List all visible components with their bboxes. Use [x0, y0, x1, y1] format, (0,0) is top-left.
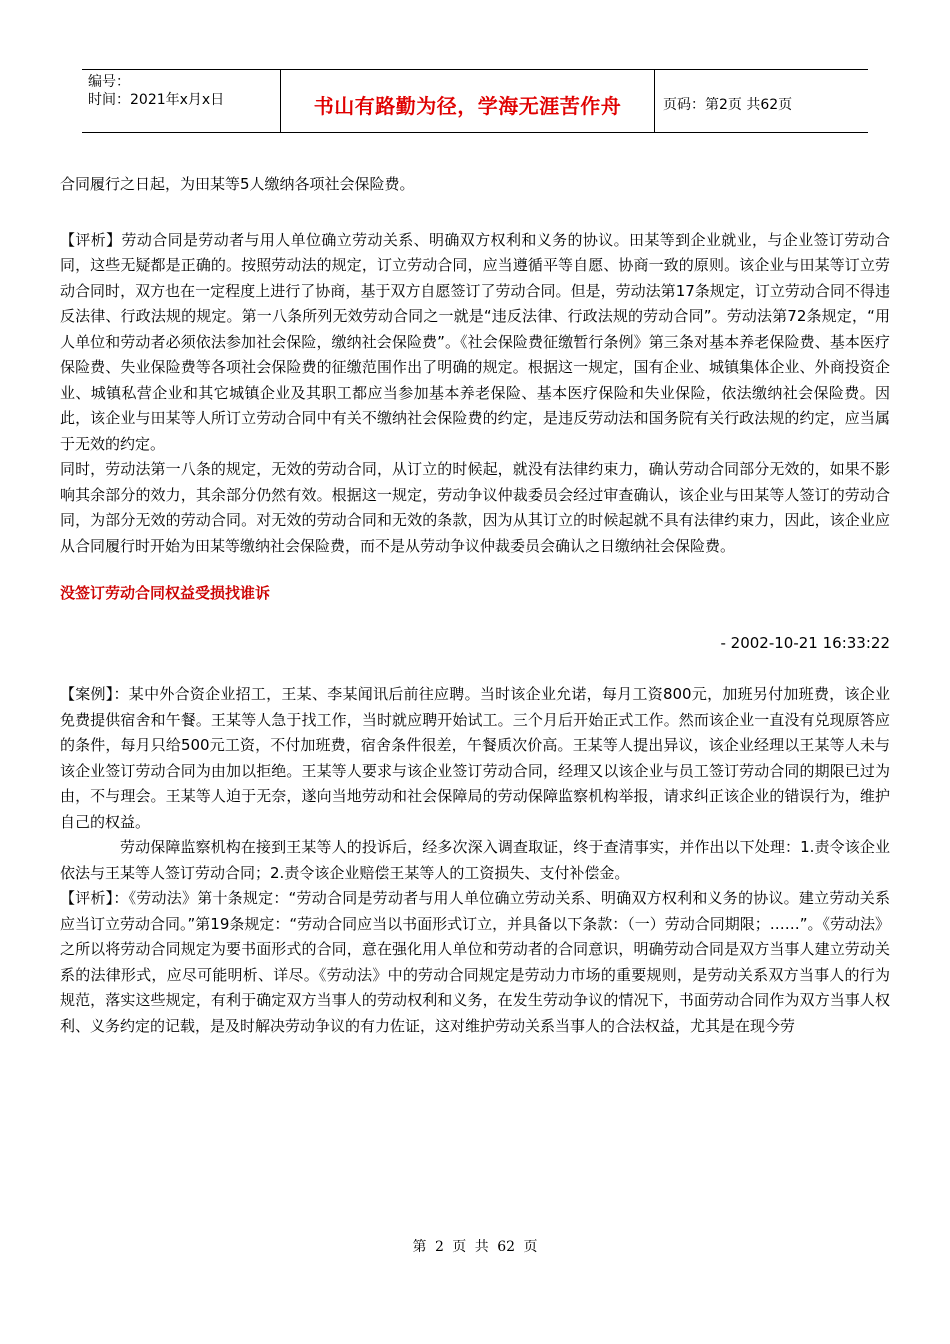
paragraph-analysis-2: 同时，劳动法第一八条的规定，无效的劳动合同，从订立的时候起，就没有法律约束力，确认劳动合同部分无效的，如果不影响其余部分的效力，其余部分仍然有效。根据这一规定，劳动争议仲裁委员会经过审查确认，该企业与田某等人签订的劳动合同，为部分无效的劳动合同。对无效的劳动合同和无效的条款，因为从其订立的时候起就不具有法律约束力，因此，该企业应从合同履行时开始为田某等缴纳社会保险费，而不是从劳动争议仲裁委员会确认之日缴纳社会保险费。 [60, 460, 890, 555]
time-label: 时间：2021年x月x日 [88, 92, 225, 108]
paragraph-analysis-1: 【评析】劳动合同是劳动者与用人单位确立劳动关系、明确双方权利和义务的协议。田某等到企业就业，与企业签订劳动合同，这些无疑都是正确的。按照劳动法的规定，订立劳动合同，应当遵循平等自愿、协商一致的原则。该企业与田某等订立劳动合同时，双方也在一定程度上进行了协商，基于双方自愿签订了劳动合同。但是，劳动法第17条规定，订立劳动合同不得违反法律、行政法规的规定。第一八条所列无效劳动合同之一就是“违反法律、行政法规的劳动合同”。劳动法第72条规定，“用人单位和劳动者必须依法参加社会保险，缴纳社会保险费”。《社会保险费征缴暂行条例》第三条对基本养老保险费、基本医疗保险费、失业保险费等各项社会保险费的征缴范围作出了明确的规定。根据这一规定，国有企业、城镇集体企业、外商投资企业、城镇私营企业和其它城镇企业及其职工都应当参加基本养老保险、基本医疗保险和失业保险，依法缴纳社会保险费。因此，该企业与田某等人所订立劳动合同中有关不缴纳社会保险费的约定，是违反劳动法和国务院有关行政法规的约定，应当属于无效的约定。 [60, 230, 890, 453]
header-motto: 书山有路勤为径，学海无涯苦作舟 [313, 93, 622, 118]
paragraph-handling: 劳动保障监察机构在接到王某等人的投诉后，经多次深入调查取证，终于查清事实，并作出以下处理：1.责令该企业依法与王某等人签订劳动合同；2.责令该企业赔偿王某等人的工资损失、支付补偿金。 [60, 838, 890, 882]
paragraph-1: 合同履行之日起，为田某等5人缴纳各项社会保险费。 [60, 175, 415, 193]
header-page-cell [655, 70, 868, 132]
section-title: 没签订劳动合同权益受损找谁诉 [60, 584, 271, 602]
header-page-label: 页码：第2页 共62页 [663, 97, 793, 113]
paragraph-case: 【案例】：某中外合资企业招工，王某、李某闻讯后前往应聘。当时该企业允诺，每月工资800元，加班另付加班费，该企业免费提供宿舍和午餐。王某等人急于找工作，当时就应聘开始试工。三个月后开始正式工作。然而该企业一直没有兑现原答应的条件，每月只给500元工资，不付加班费，宿舍条件很差，午餐质次价高。王某等人提出异议，该企业经理以王某等人未与该企业签订劳动合同为由加以拒绝。王某等人要求与该企业签订劳动合同，经理又以该企业与员工签订劳动合同的期限已过为由，不与理会。王某等人迫于无奈，遂向当地劳动和社会保障局的劳动保障监察机构举报，请求纠正该企业的错误行为，维护自己的权益。 [60, 685, 890, 831]
page-footer: 第 2 页 共 62 页 [412, 1239, 538, 1255]
post-date: - 2002-10-21 16:33:22 [720, 633, 890, 652]
document-body [60, 172, 890, 1039]
header-meta [82, 70, 281, 132]
number-label: 编号： [88, 74, 130, 90]
paragraph-analysis-3: 【评析】：《劳动法》第十条规定：“劳动合同是劳动者与用人单位确立劳动关系、明确双方权利和义务的协议。建立劳动关系应当订立劳动合同。”第19条规定：“劳动合同应当以书面形式订立，并具备以下条款：（一）劳动合同期限；……”。《劳动法》之所以将劳动合同规定为要书面形式的合同，意在强化用人单位和劳动者的合同意识，明确劳动合同是双方当事人建立劳动关系的法律形式，应尽可能明析、详尽。《劳动法》中的劳动合同规定是劳动力市场的重要规则，是劳动关系双方当事人的行为规范，落实这些规定，有利于确定双方当事人的劳动权利和义务，在发生劳动争议的情况下，书面劳动合同作为双方当事人权利、义务约定的记载，是及时解决劳动争议的有力佐证，这对维护劳动关系当事人的合法权益，尤其是在现今劳 [60, 889, 890, 1035]
page-header [82, 69, 868, 133]
header-motto-cell [281, 70, 655, 132]
